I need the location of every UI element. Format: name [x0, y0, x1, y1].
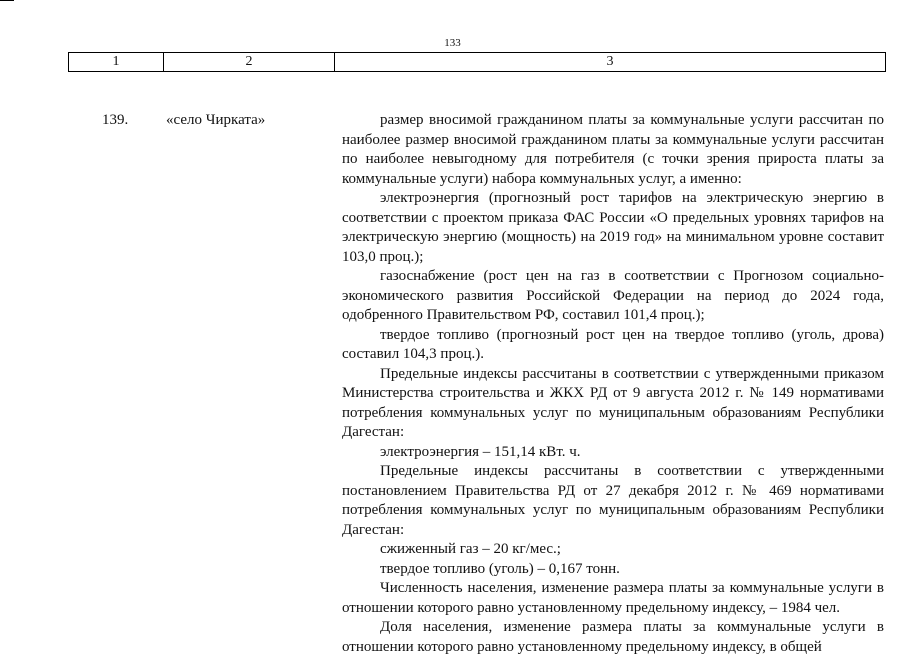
column-header-2: 2 [164, 53, 335, 72]
row-description [342, 111, 884, 657]
page-number: 133 [444, 37, 461, 49]
settlement-name: «село Чирката» [166, 112, 266, 128]
paragraph-electricity-tariff: электроэнергия (прогнозный рост тарифов на электрическую энергию в соответствии с проектом приказа ФАС России «О предельных уровнях тарифов на электрическую энергию (мощность) на 2019 год» на минимальном уровне составит 103,0 проц.); [342, 190, 884, 265]
paragraph-coal-norm: твердое топливо (уголь) – 0,167 тонн. [380, 560, 620, 577]
paragraph-indices-order-149: Предельные индексы рассчитаны в соответствии с утвержденными приказом Министерства строительства и ЖКХ РД от 9 августа 2012 г. № 149 нормативами потребления коммунальных услуг по муниципальным образованиям Республики Дагестан: [342, 365, 884, 440]
scan-corner-mark [0, 0, 14, 1]
column-header-row [69, 53, 886, 72]
paragraph-population-count: Численность населения, изменение размера платы за коммунальные услуги в отношении которого равно установленному предельному индексу, – 1984 чел. [342, 580, 884, 616]
column-header-table [68, 52, 886, 72]
paragraph-electricity-norm: электроэнергия – 151,14 кВт. ч. [380, 443, 581, 460]
paragraph-gas-supply: газоснабжение (рост цен на газ в соответствии с Прогнозом социально-экономического развития Российской Федерации на период до 2024 года, одобренного Правительством РФ, составил 101,4 проц.); [342, 268, 884, 323]
column-header-1: 1 [69, 53, 164, 72]
paragraph-liquefied-gas-norm: сжиженный газ – 20 кг/мес.; [380, 541, 561, 557]
paragraph-population-share: Доля населения, изменение размера платы за коммунальные услуги в отношении которого равно установленному предельному индексу, в общей [342, 619, 884, 655]
paragraph-solid-fuel: твердое топливо (прогнозный рост цен на твердое топливо (уголь, дрова) составил 104,3 проц.). [342, 326, 884, 362]
paragraph-fee-calculation: размер вносимой гражданином платы за коммунальные услуги рассчитан по наиболее размер вносимой гражданином платы за коммунальные услуги рассчитан по наиболее невыгодному для потребителя (с точки зрения прироста платы за коммунальные услуги) набора коммунальных услуг, а именно: [342, 112, 884, 187]
row-number: 139. [102, 112, 129, 128]
paragraph-indices-decree-469: Предельные индексы рассчитаны в соответствии с утвержденными постановлением Правительства РД от 27 декабря 2012 г. № 469 нормативами потребления коммунальных услуг по муниципальным образованиям Республики Дагестан: [342, 463, 884, 538]
column-header-3: 3 [335, 53, 886, 72]
